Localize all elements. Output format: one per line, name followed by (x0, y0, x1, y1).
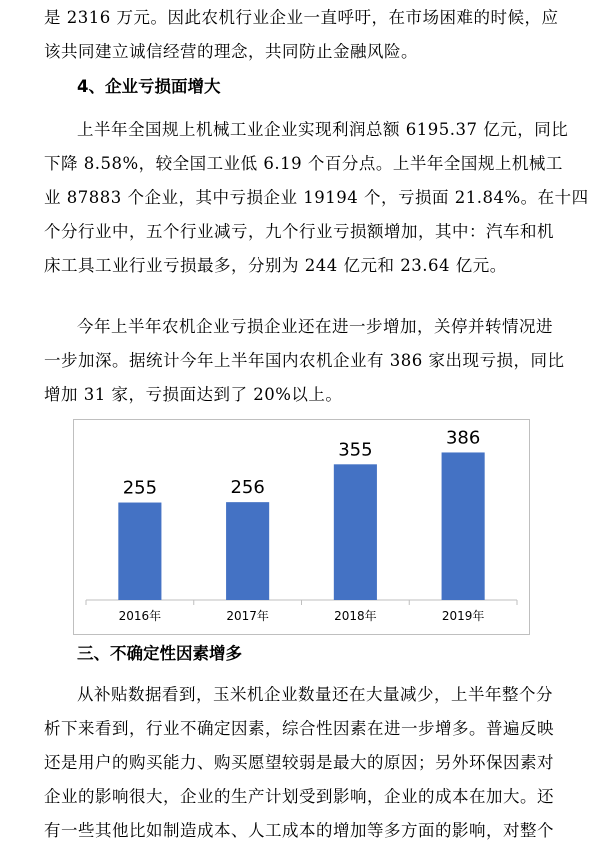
paragraph-uncertainty (44, 678, 564, 848)
bar-2018年 (334, 464, 377, 600)
bar-2017年 (226, 502, 269, 600)
text-line: 下降 8.58%，较全国工业低 6.19 个百分点。上半年全国规上机械工 (44, 154, 563, 173)
data-label: 256 (230, 477, 265, 499)
paragraph-profit (44, 113, 589, 283)
text-line: 该共同建立诚信经营的理念，共同防止金融风险。 (44, 42, 418, 61)
x-tick-label: 2017年 (226, 609, 269, 623)
text-line: 上半年全国规上机械工业企业实现利润总额 6195.37 亿元，同比 (77, 120, 569, 139)
x-tick-label: 2019年 (441, 609, 485, 623)
x-tick-label: 2018年 (334, 609, 377, 623)
text-line: 一步加深。据统计今年上半年国内农机企业有 386 家出现亏损，同比 (44, 351, 565, 370)
data-label: 255 (122, 477, 158, 499)
section-heading-loss: 4、企业亏损面增大 (77, 77, 221, 96)
bar-2019年 (442, 452, 485, 600)
text-line: 今年上半年农机企业亏损企业还在进一步增加，关停并转情况进 (77, 317, 553, 336)
text-line: 是 2316 万元。因此农机行业企业一直呼吁，在市场困难的时候，应 (44, 8, 559, 27)
text-line: 业 87883 个企业，其中亏损企业 19194 个，亏损面 21.84%。在十四 (44, 188, 589, 207)
text-line: 个分行业中，五个行业减亏，九个行业亏损额增加，其中：汽车和机 (44, 222, 554, 241)
paragraph-agri (44, 310, 564, 412)
text-line: 增加 31 家，亏损面达到了 20%以上。 (44, 385, 343, 404)
text-line: 有一些其他比如制造成本、人工成本的增加等多方面的影响，对整个 (44, 821, 554, 840)
data-label: 386 (445, 427, 481, 449)
text-line: 析下来看到，行业不确定因素，综合性因素在进一步增多。普遍反映 (44, 719, 554, 738)
data-label: 355 (338, 439, 373, 461)
paragraph-intro (44, 1, 564, 69)
bar-chart-canvas (74, 420, 529, 634)
x-tick-label: 2016年 (118, 609, 162, 623)
loss-companies-chart (73, 419, 530, 635)
text-line: 企业的影响很大，企业的生产计划受到影响，企业的成本在加大。还 (44, 787, 554, 806)
text-line: 还是用户的购买能力、购买愿望较弱是最大的原因；另外环保因素对 (44, 753, 554, 772)
bar-2016年 (118, 503, 161, 600)
section-heading-uncertainty: 三、不确定性因素增多 (77, 644, 242, 663)
text-line: 从补贴数据看到，玉米机企业数量还在大量减少，上半年整个分 (77, 685, 553, 704)
text-line: 床工具工业行业亏损最多，分别为 244 亿元和 23.64 亿元。 (44, 256, 507, 275)
